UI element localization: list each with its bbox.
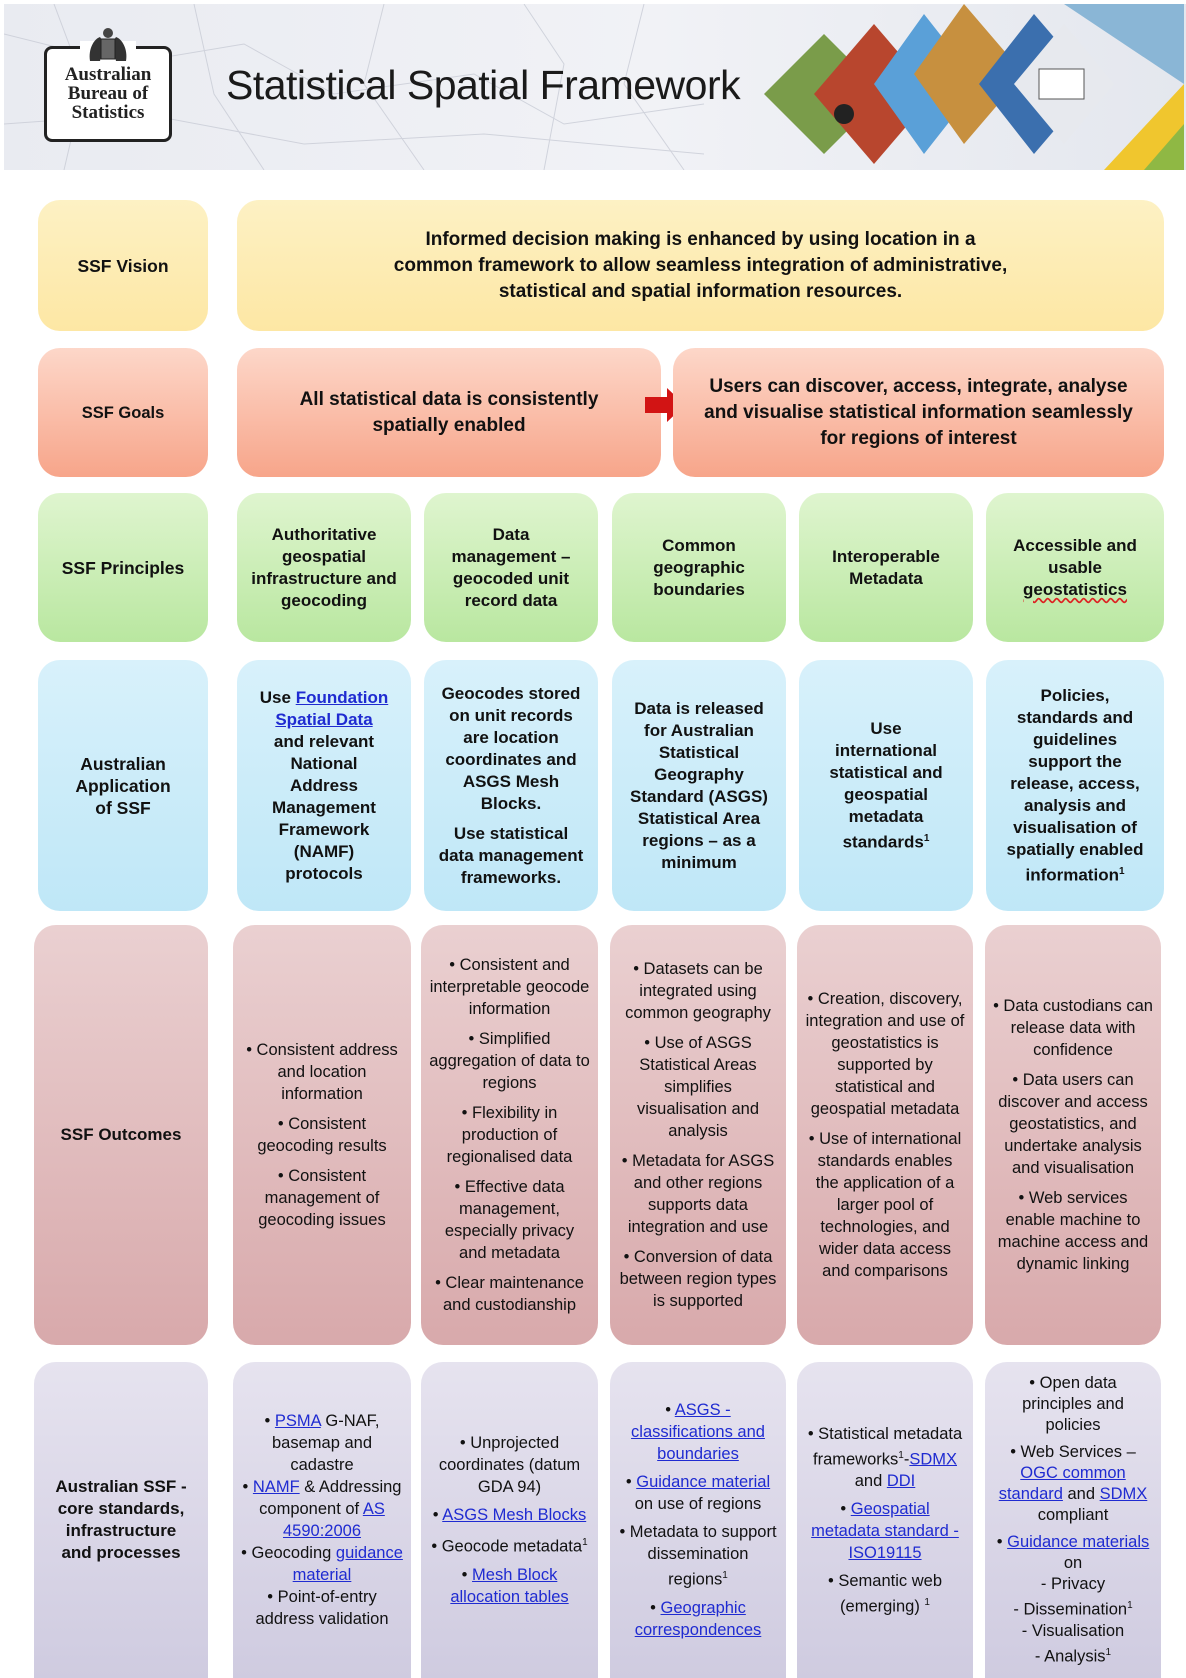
text: • Geocoding <box>241 1544 336 1562</box>
ddi-link[interactable]: DDI <box>886 1472 916 1490</box>
principle-accessible <box>986 493 1164 642</box>
outcome-item: • Use of international standards enables the application of a larger pool of technologies, and wider data access and comparisons <box>808 1130 962 1280</box>
text: and <box>854 1472 887 1490</box>
core-item: - Privacy <box>1040 1575 1106 1593</box>
text: • Web Services – <box>1010 1443 1136 1461</box>
core-item: • Open data principles and policies <box>1022 1374 1124 1434</box>
core-label: Australian SSF - core standards, infrastructure and processes <box>34 1362 208 1678</box>
principle-accessible-line: Accessible and usable <box>1013 535 1137 577</box>
principle-geostatistics: geostatistics <box>1023 579 1127 599</box>
outcome-item: • Consistent and interpretable geocode information <box>429 956 590 1018</box>
text: • Statistical metadata frameworks <box>807 1424 963 1468</box>
ogc-standard-link[interactable]: OGC common standard <box>998 1464 1126 1503</box>
text: Policies, standards and guidelines support the release, access, analysis and visualisation of spatially enabled information <box>1006 685 1144 885</box>
outcome-item: • Consistent management of geocoding issues <box>258 1167 386 1229</box>
asgs-classifications-link[interactable]: ASGS - classifications and boundaries <box>631 1401 765 1464</box>
goal-1: All statistical data is consistently spatially enabled <box>237 348 661 477</box>
outcome-item: • Data users can discover and access geostatistics, and undertake analysis and visualisation <box>998 1071 1148 1177</box>
outcome-item: • Use of ASGS Statistical Areas simplifies visualisation and analysis <box>637 1034 759 1140</box>
guidance-materials-link[interactable]: Guidance materials <box>1007 1533 1150 1551</box>
principles-label: SSF Principles <box>38 493 208 642</box>
outcomes-infrastructure <box>233 925 411 1345</box>
logo-line-3: Statistics <box>71 102 145 123</box>
sdmx-link-2[interactable]: SDMX <box>1099 1485 1148 1503</box>
goals-label: SSF Goals <box>38 348 208 477</box>
application-boundaries: Data is released for Australian Statistical Geography Standard (ASGS) Statistical Area regions – as a minimum <box>612 660 786 911</box>
outcomes-accessible <box>985 925 1161 1345</box>
text: - <box>903 1450 910 1468</box>
text: and <box>1062 1485 1100 1503</box>
core-boundaries: • ASGS - classifications and boundaries • Guidance material on use of regions • Metadata to support dissemination regions$^1$ • Geographic correspondences <box>610 1362 786 1678</box>
outcome-item: • Creation, discovery, integration and use of geostatistics is supported by statistical and geospatial metadata <box>805 990 965 1118</box>
foundation-spatial-data-link[interactable]: Foundation Spatial Data <box>275 687 389 729</box>
logo-line-2: Bureau of <box>67 83 149 104</box>
core-accessible: • Open data principles and policies • Web Services – OGC common standard and SDMX compliant • Guidance materials on - Privacy - Dissemination$^1$ - Visualisation - Analysis$^1$ <box>985 1362 1161 1678</box>
sdmx-link[interactable]: SDMX <box>909 1450 957 1468</box>
outcome-item: • Simplified aggregation of data to regions <box>429 1030 590 1092</box>
core-item: • Point-of-entry address validation <box>255 1588 389 1628</box>
outcome-item: • Conversion of data between region types is supported <box>619 1248 777 1310</box>
outcome-item: • Effective data management, especially privacy and metadata <box>444 1178 575 1262</box>
header-banner <box>4 4 1186 170</box>
text: Use international statistical and geospatial metadata standards <box>829 718 943 852</box>
text: - Analysis <box>1034 1647 1106 1665</box>
text: on use of regions <box>634 1495 762 1514</box>
footnote-marker: 1 <box>898 1449 904 1461</box>
text: - Dissemination <box>1013 1600 1128 1619</box>
footnote-marker: 1 <box>923 832 930 844</box>
outcome-item: • Consistent geocoding results <box>257 1115 387 1155</box>
outcome-item: • Datasets can be integrated using common geography <box>625 960 771 1022</box>
psma-link[interactable]: PSMA <box>274 1412 321 1430</box>
application-geocodes: Geocodes stored on unit records are location coordinates and ASGS Mesh Blocks. <box>441 683 581 813</box>
text: compliant <box>1037 1506 1109 1524</box>
text: on <box>1063 1554 1083 1572</box>
application-data-management <box>424 660 598 911</box>
page-title: Statistical Spatial Framework <box>226 62 741 108</box>
application-infrastructure <box>237 660 411 911</box>
footnote-marker: 1 <box>1105 1646 1112 1658</box>
namf-link[interactable]: NAMF <box>252 1478 300 1496</box>
outcomes-data-management <box>421 925 598 1345</box>
outcome-item: • Metadata for ASGS and other regions supports data integration and use <box>621 1152 775 1236</box>
application-statistical-frameworks: Use statistical data management frameworks. <box>438 823 584 887</box>
footnote-marker: 1 <box>1118 865 1125 877</box>
geocoding-guidance-link[interactable]: guidance material <box>292 1544 403 1584</box>
principle-data-management: Data management – geocoded unit record data <box>424 493 598 642</box>
text: • Geocode metadata <box>431 1537 583 1556</box>
iso19115-link[interactable]: Geospatial metadata standard - ISO19115 <box>811 1500 959 1562</box>
logo-line-1: Australian <box>64 64 152 85</box>
vision-text: Informed decision making is enhanced by using location in a common framework to allow seamless integration of administrative, statistical and spatial information resources. <box>237 200 1164 331</box>
outcome-item: • Flexibility in production of regionalised data <box>446 1104 573 1166</box>
core-item: • Unprojected coordinates (datum GDA 94) <box>438 1434 581 1497</box>
text: G-NAF, basemap and cadastre <box>272 1412 380 1474</box>
geographic-correspondences-link[interactable]: Geographic correspondences <box>634 1598 762 1639</box>
asgs-mesh-blocks-link[interactable]: ASGS Mesh Blocks <box>442 1506 587 1525</box>
principle-infrastructure: Authoritative geospatial infrastructure and geocoding <box>237 493 411 642</box>
core-infrastructure: • PSMA G-NAF, basemap and cadastre • NAMF & Addressing component of AS 4590:2006 • Geocoding guidance material • Point-of-entry address validation <box>233 1362 411 1678</box>
footnote-marker: 1 <box>722 1570 728 1582</box>
outcomes-boundaries <box>610 925 786 1345</box>
application-label: Australian Application of SSF <box>38 660 208 911</box>
text: • Metadata to support dissemination regions <box>619 1523 777 1589</box>
outcome-item: • Consistent address and location information <box>246 1041 398 1103</box>
core-metadata: • Statistical metadata frameworks$^1$-SDMX and DDI • Geospatial metadata standard - ISO19115 • Semantic web (emerging) $^1$ <box>797 1362 973 1678</box>
footnote-marker: 1 <box>582 1537 588 1549</box>
text: and relevant National Address Management Framework (NAMF) protocols <box>272 731 376 883</box>
principle-metadata: Interoperable Metadata <box>799 493 973 642</box>
coat-of-arms-icon <box>80 27 136 63</box>
text: • Semantic web (emerging) <box>828 1572 942 1616</box>
text: Use <box>259 687 296 707</box>
footnote-marker: 1 <box>924 1597 930 1608</box>
core-item: - Visualisation <box>1021 1621 1125 1640</box>
outcome-item: • Clear maintenance and custodianship <box>435 1274 584 1314</box>
footnote-marker: 1 <box>1127 1600 1133 1611</box>
photo-collage <box>764 4 1184 170</box>
text: & Addressing component of <box>259 1478 402 1518</box>
outcomes-metadata <box>797 925 973 1345</box>
abs-logo <box>44 46 172 142</box>
outcome-item: • Data custodians can release data with confidence <box>993 997 1153 1059</box>
outcomes-label: SSF Outcomes <box>34 925 208 1345</box>
application-metadata <box>799 660 973 911</box>
principle-boundaries: Common geographic boundaries <box>612 493 786 642</box>
core-data-management: • Unprojected coordinates (datum GDA 94) • ASGS Mesh Blocks • Geocode metadata$^1$ • Mesh Block allocation tables <box>421 1362 598 1678</box>
as4590-link[interactable]: AS 4590:2006 <box>283 1500 385 1540</box>
goal-2: Users can discover, access, integrate, analyse and visualise statistical information seamlessly for regions of interest <box>673 348 1164 477</box>
vision-label: SSF Vision <box>38 200 208 331</box>
application-accessible <box>986 660 1164 911</box>
guidance-material-link[interactable]: Guidance material <box>636 1473 771 1492</box>
outcome-item: • Web services enable machine to machine access and dynamic linking <box>997 1189 1149 1273</box>
mesh-block-allocation-link[interactable]: Mesh Block allocation tables <box>450 1565 569 1606</box>
